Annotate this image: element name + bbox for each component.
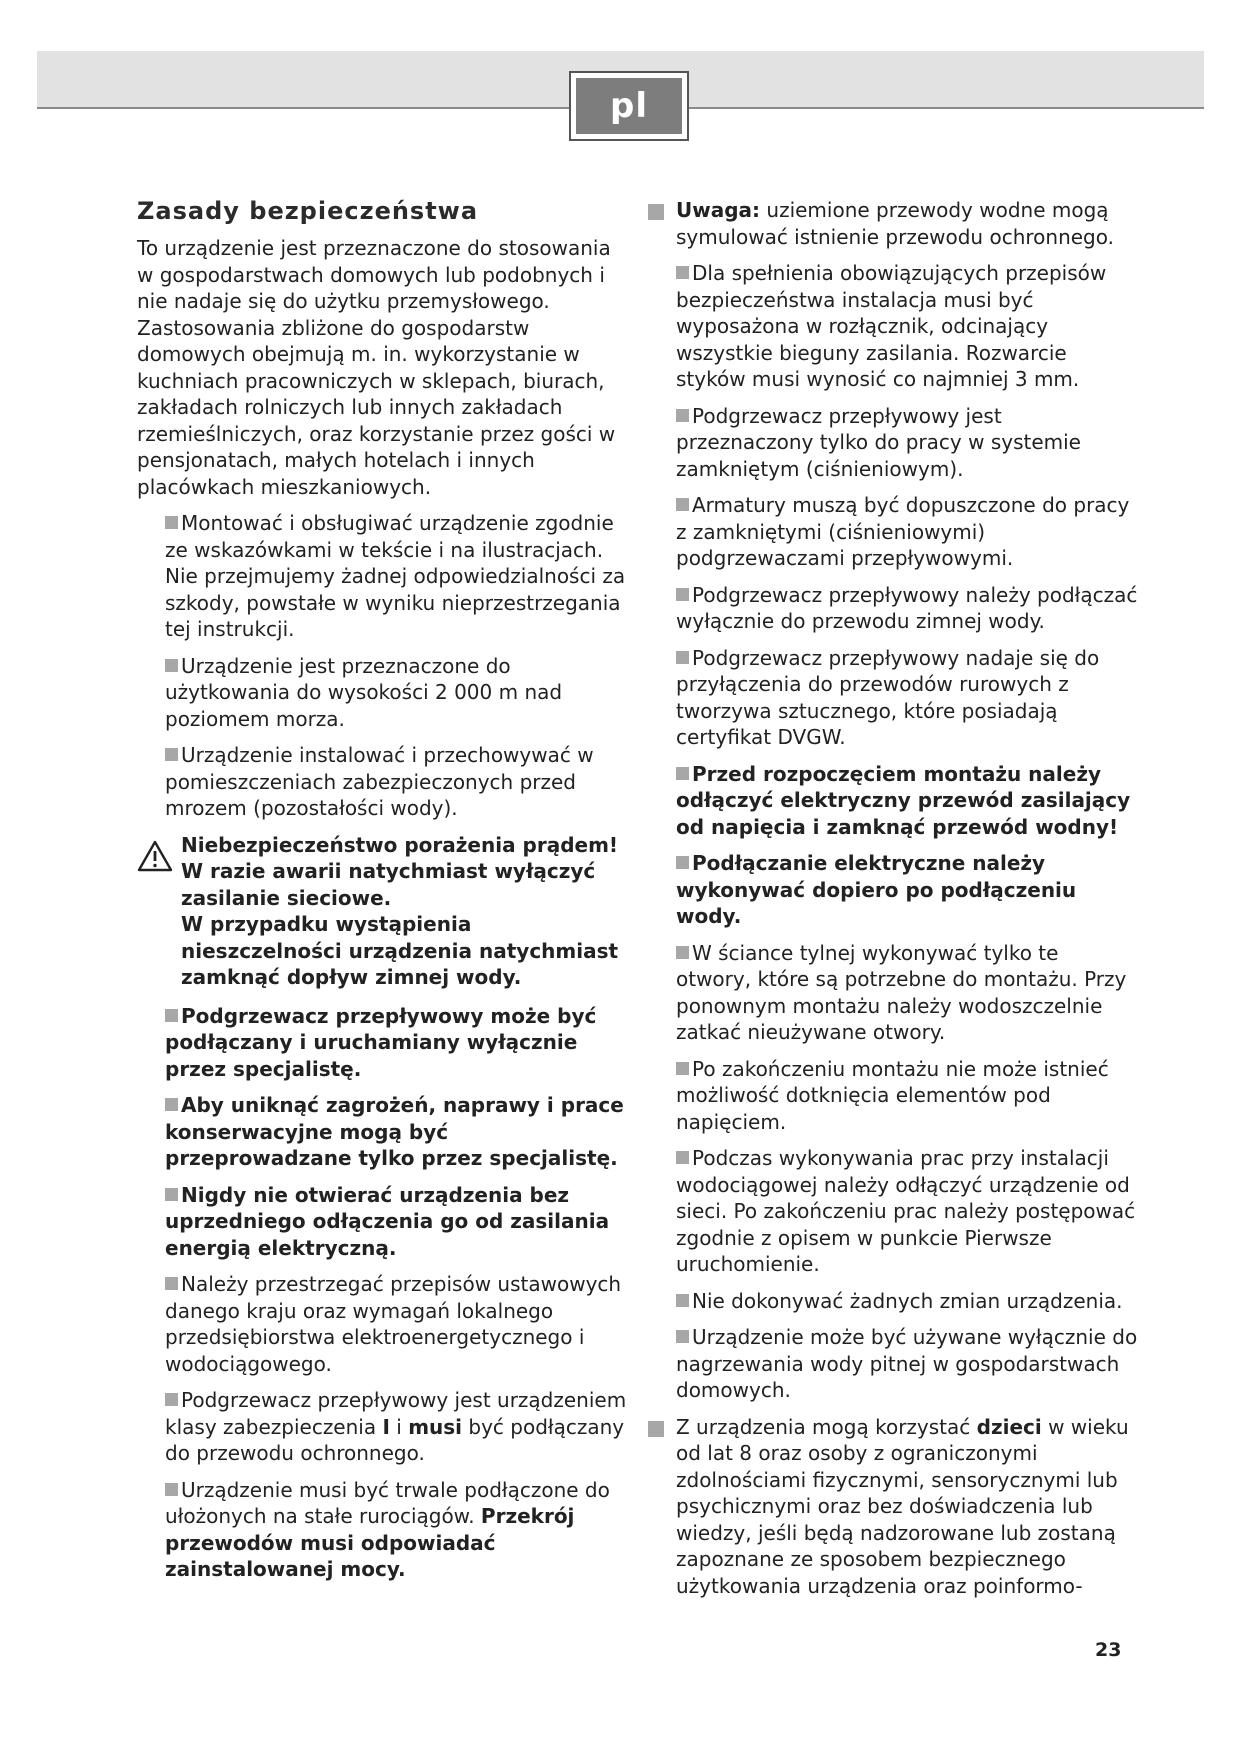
list-item: Urządzenie musi być trwale podłączone do ułożonych na stałe rurociągów. Przekrój przewodów musi odpowiadać zainstalowanej mocy. bbox=[165, 1477, 610, 1581]
bullet-square-icon bbox=[676, 856, 689, 869]
bullet-square-icon bbox=[165, 659, 178, 672]
caution-item: Uwaga: uziemione przewody wodne mogą symulować istnienie przewodu ochronnego. bbox=[648, 197, 1138, 250]
list-item: Przed rozpoczęciem montażu należy odłączyć elektryczny przewód zasilający od napięcia i zamknąć przewód wodny! bbox=[676, 761, 1131, 839]
list-item: Podłączanie elektryczne należy wykonywać dopiero po podłączeniu wody. bbox=[676, 851, 1077, 928]
list-item: Urządzenie jest przeznaczone do użytkowania do wysokości 2 000 m nad poziomem morza. bbox=[165, 653, 563, 731]
section-title: Zasady bezpieczeństwa bbox=[137, 197, 479, 225]
bullet-square-icon bbox=[165, 1188, 178, 1201]
list-item: Podgrzewacz przepływowy jest urządzeniem klasy zabezpieczenia I i musi być podłączany do przewodu ochronnego. bbox=[165, 1388, 627, 1465]
bullet-square-icon bbox=[648, 204, 664, 220]
list-item: Podczas wykonywania prac przy instalacji wodociągowej należy odłączyć urządzenie od sieci. Po zakończeniu prac należy postępować zgodnie z opisem w punkcie Pierwsze uruchomienie. bbox=[676, 1146, 1136, 1276]
children-usage-item: Z urządzenia mogą korzystać dzieci w wieku od lat 8 oraz osoby z ograniczonymi zdolnościami fizycznymi, sensorycznymi lub psychicznymi oraz bez doświadczenia lub wiedzy, jeśli będą nadzorowane lub zostaną zapoznane ze sposobem bezpiecznego użytkowania urządzenia oraz poinformo- bbox=[648, 1414, 1138, 1600]
warning-text: W razie awarii natychmiast wyłączyć zasilanie sieciowe. bbox=[181, 859, 596, 910]
left-column bbox=[137, 197, 627, 1593]
bullet-square-icon bbox=[165, 1483, 178, 1496]
list-item: W ściance tylnej wykonywać tylko te otwory, które są potrzebne do montażu. Przy ponownym montażu należy wodoszczelnie zatkać nieużywane otwory. bbox=[676, 940, 1127, 1044]
bullet-square-icon bbox=[165, 1277, 178, 1290]
warning-heading: Niebezpieczeństwo porażenia prądem! bbox=[181, 832, 619, 857]
list-item: Podgrzewacz przepływowy może być podłączany i uruchamiany wyłącznie przez specjalistę. bbox=[165, 1003, 597, 1081]
warning-triangle-icon bbox=[137, 840, 173, 872]
list-item: Montować i obsługiwać urządzenie zgodnie ze wskazówkami w tekście i na ilustracjach. Nie przejmujemy żadnej odpowiedzialności za szkody, powstałe w wyniku nieprzestrzegania tej instrukcji. bbox=[165, 511, 626, 641]
warning-text: W przypadku wystąpienia nieszczelności urządzenia natychmiast zamknąć dopływ zimnej wody. bbox=[181, 912, 619, 989]
bullet-square-icon bbox=[165, 1009, 178, 1022]
bullet-square-icon bbox=[676, 946, 689, 959]
list-item: Podgrzewacz przepływowy nadaje się do przyłączenia do przewodów rurowych z tworzywa sztucznego, które posiadają certyfikat DVGW. bbox=[676, 645, 1100, 749]
list-item: Nigdy nie otwierać urządzenia bez uprzedniego odłączenia go od zasilania energią elektryczną. bbox=[165, 1182, 610, 1260]
electric-shock-warning bbox=[137, 832, 627, 991]
bullet-square-icon bbox=[676, 1330, 689, 1343]
bullet-square-icon bbox=[676, 1294, 689, 1307]
bullet-square-icon bbox=[676, 409, 689, 422]
list-item: Należy przestrzegać przepisów ustawowych danego kraju oraz wymagań lokalnego przedsiębiorstwa elektroenergetycznego i wodociągowego. bbox=[165, 1272, 622, 1376]
list-item: Dla spełnienia obowiązujących przepisów bezpieczeństwa instalacja musi być wyposażona w rozłącznik, odcinający wszystkie bieguny zasilania. Rozwarcie styków musi wynosić co najmniej 3 mm. bbox=[676, 261, 1107, 391]
page-number: 23 bbox=[1095, 1639, 1122, 1661]
list-item: Urządzenie instalować i przechowywać w pomieszczeniach zabezpieczonych przed mrozem (pozostałości wody). bbox=[165, 743, 594, 820]
right-column bbox=[648, 197, 1138, 1609]
intro-paragraph: To urządzenie jest przeznaczone do stosowania w gospodarstwach domowych lub podobnych i nie nadaje się do użytku przemysłowego. Zastosowania zbliżone do gospodarstw domowych obejmują m. in. wykorzystanie w kuchniach pracowniczych w sklepach, biurach, zakładach rolniczych lub innych zakładach rzemieślniczych, oraz korzystanie przez gości w pensjonatach, małych hotelach i innych placówkach mieszkaniowych. bbox=[137, 236, 616, 499]
list-item: Aby uniknąć zagrożeń, naprawy i prace konserwacyjne mogą być przeprowadzane tylko przez specjalistę. bbox=[165, 1093, 624, 1170]
language-badge bbox=[569, 71, 689, 141]
language-code: pl bbox=[576, 78, 682, 134]
list-item: Podgrzewacz przepływowy jest przeznaczony tylko do pracy w systemie zamkniętym (ciśnieniowym). bbox=[676, 403, 1081, 481]
bullet-square-icon bbox=[676, 651, 689, 664]
bullet-square-icon bbox=[165, 1393, 178, 1406]
list-item: Podgrzewacz przepływowy należy podłączać wyłącznie do przewodu zimnej wody. bbox=[676, 582, 1138, 633]
bullet-square-icon bbox=[676, 266, 689, 279]
list-item: Urządzenie może być używane wyłącznie do nagrzewania wody pitnej w gospodarstwach domowych. bbox=[676, 1325, 1138, 1402]
list-item: Armatury muszą być dopuszczone do pracy z zamkniętymi (ciśnieniowymi) podgrzewaczami przepływowymi. bbox=[676, 493, 1130, 570]
bullet-square-icon bbox=[676, 588, 689, 601]
bullet-square-icon bbox=[165, 1098, 178, 1111]
list-item: Po zakończeniu montażu nie może istnieć możliwość dotknięcia elementów pod napięciem. bbox=[676, 1056, 1109, 1134]
bullet-square-icon bbox=[676, 767, 689, 780]
bullet-square-icon bbox=[648, 1421, 664, 1437]
bullet-square-icon bbox=[676, 1062, 689, 1075]
bullet-square-icon bbox=[676, 1151, 689, 1164]
bullet-square-icon bbox=[165, 748, 178, 761]
bullet-square-icon bbox=[165, 516, 178, 529]
bullet-square-icon bbox=[676, 498, 689, 511]
list-item: Nie dokonywać żadnych zmian urządzenia. bbox=[648, 1288, 1138, 1315]
